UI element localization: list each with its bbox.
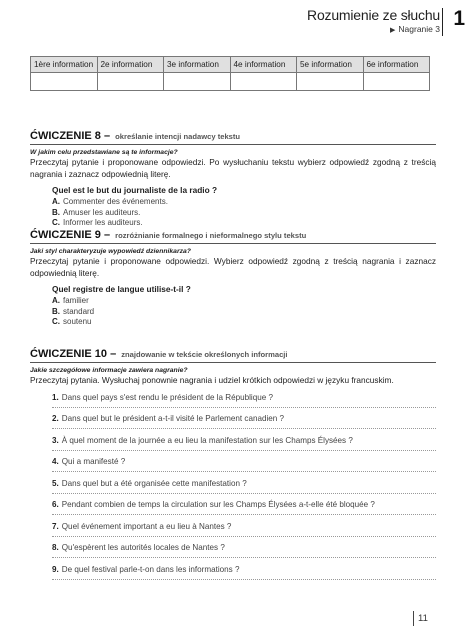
- exercise-heading: [30, 348, 436, 363]
- table-header-cell: 3e information: [164, 57, 231, 73]
- answer-line[interactable]: [52, 536, 436, 537]
- header-divider: [442, 8, 443, 36]
- exercise-question: Jaki styl charakteryzuje wypowiedź dziennikarza?: [30, 248, 191, 255]
- answer-cell[interactable]: [230, 73, 297, 91]
- list-item: 7. Quel événement important a eu lieu à Nantes ?: [52, 522, 436, 544]
- answer-line[interactable]: [52, 514, 436, 515]
- multiple-choice: [52, 284, 436, 328]
- exercise-question: Jakie szczegółowe informacje zawiera nagranie?: [30, 367, 188, 374]
- list-item: 4. Qui a manifesté ?: [52, 457, 436, 479]
- exercise-question: W jakim celu przedstawiane są te informacje?: [30, 149, 178, 156]
- list-item: 9. De quel festival parle-t-on dans les informations ?: [52, 565, 436, 587]
- answer-cell[interactable]: [164, 73, 231, 91]
- exercise-title: ĆWICZENIE 8 –: [30, 130, 111, 142]
- table-header-cell: 1ère information: [31, 57, 98, 73]
- exercise-heading: [30, 229, 436, 244]
- list-item: 1. Dans quel pays s'est rendu le président de la République ?: [52, 393, 436, 415]
- exercise-title: ĆWICZENIE 9 –: [30, 229, 111, 241]
- answer-line[interactable]: [52, 450, 436, 451]
- exercise-instruction: Przeczytaj pytanie i proponowane odpowiedzi. Po wysłuchaniu tekstu wybierz odpowiedź zgodną z treścią nagrania i zaznacz odpowiednią literę.: [30, 157, 436, 179]
- footer-divider: [413, 611, 414, 626]
- option-b[interactable]: B. standard: [52, 306, 95, 316]
- exercise-description: rozróżnianie formalnego i nieformalnego stylu tekstu: [115, 231, 307, 240]
- answer-cell[interactable]: [363, 73, 430, 91]
- option-a[interactable]: A. familier: [52, 296, 89, 305]
- table-header-cell: 4e information: [230, 57, 297, 73]
- table-header-cell: 6e information: [363, 57, 430, 73]
- answer-cell[interactable]: [297, 73, 364, 91]
- recording-label: [307, 24, 440, 34]
- information-table: [30, 56, 430, 91]
- list-item: 6. Pendant combien de temps la circulation sur les Champs Élysées a-t-elle été bloquée ?: [52, 500, 436, 522]
- answer-line[interactable]: [52, 557, 436, 558]
- answer-line[interactable]: [52, 493, 436, 494]
- option-c[interactable]: C. soutenu: [52, 317, 92, 326]
- exercise-9: [30, 229, 436, 328]
- list-item: 2. Dans quel but le président a-t-il visité le Parlement canadien ?: [52, 414, 436, 436]
- option-b[interactable]: B. Amuser les auditeurs.: [52, 207, 141, 217]
- list-item: 3. À quel moment de la journée a eu lieu la manifestation sur les Champs Élysées ?: [52, 436, 436, 458]
- list-item: 5. Dans quel but a été organisée cette manifestation ?: [52, 479, 436, 501]
- play-triangle-icon: ▶: [390, 27, 396, 34]
- option-a[interactable]: A. Commenter des événements.: [52, 197, 168, 206]
- table-header-cell: 2e information: [97, 57, 164, 73]
- page-header: [307, 7, 440, 34]
- mc-question: Quel registre de langue utilise-t-il ?: [52, 284, 191, 294]
- list-item: 8. Qu'espèrent les autorités locales de Nantes ?: [52, 543, 436, 565]
- question-list: [52, 393, 436, 587]
- exercise-heading: [30, 130, 436, 145]
- answer-cell[interactable]: [97, 73, 164, 91]
- exercise-description: określanie intencji nadawcy tekstu: [115, 132, 241, 141]
- exercise-title: ĆWICZENIE 10 –: [30, 348, 117, 360]
- answer-line[interactable]: [52, 407, 436, 408]
- mc-question: Quel est le but du journaliste de la radio ?: [52, 185, 218, 195]
- table-header-row: [31, 57, 430, 73]
- answer-cell[interactable]: [31, 73, 98, 91]
- answer-line[interactable]: [52, 579, 436, 580]
- exercise-description: znajdowanie w tekście określonych informacji: [121, 350, 288, 359]
- exercise-instruction: Przeczytaj pytanie i proponowane odpowiedzi. Wybierz odpowiedź zgodną z treścią nagrania i zaznacz odpowiednią literę.: [30, 256, 436, 278]
- multiple-choice: [52, 185, 436, 229]
- exercise-10: [30, 348, 436, 586]
- option-c[interactable]: C. Informer les auditeurs.: [52, 218, 143, 227]
- exercise-instruction: Przeczytaj pytania. Wysłuchaj ponownie nagrania i udziel krótkich odpowiedzi w języku francuskim.: [30, 375, 394, 385]
- table-header-cell: 5e information: [297, 57, 364, 73]
- exercise-8: [30, 130, 436, 229]
- recording-text: Nagranie 3: [398, 24, 440, 34]
- page-number: 11: [418, 613, 428, 624]
- answer-line[interactable]: [52, 471, 436, 472]
- section-title: Rozumienie ze słuchu: [307, 7, 440, 23]
- chapter-number: 1: [453, 7, 465, 30]
- answer-line[interactable]: [52, 428, 436, 429]
- table-row: [31, 73, 430, 91]
